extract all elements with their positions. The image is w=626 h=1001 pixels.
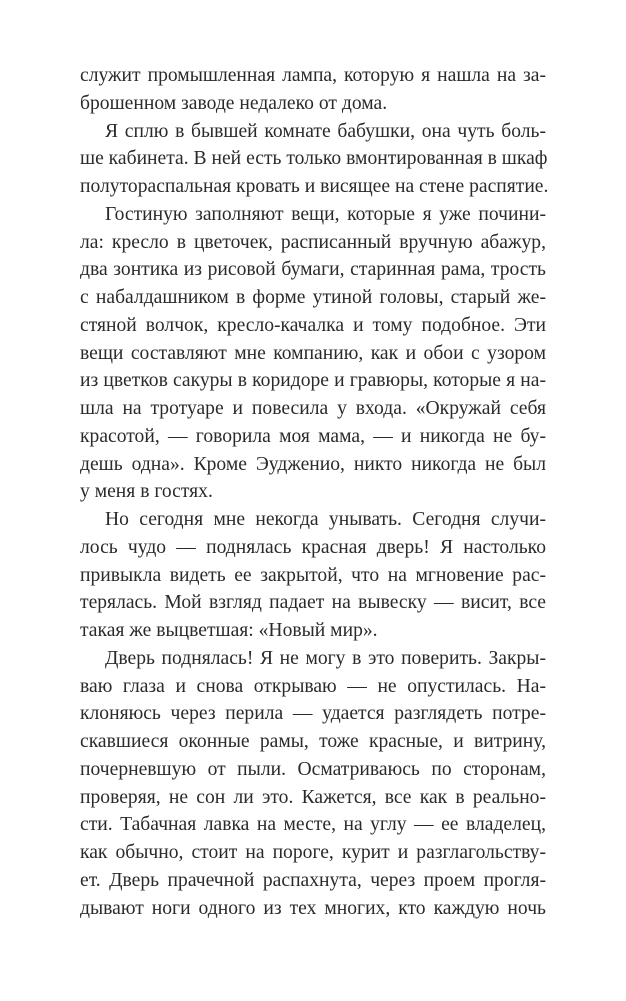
text-line: ваю глаза и снова открываю — не опустилась. На- bbox=[80, 675, 546, 697]
text-line: вещи составляют мне компанию, как и обои с узором bbox=[80, 342, 546, 364]
text-line: терялась. Мой взгляд падает на вывеску — висит, все bbox=[80, 592, 546, 614]
text-line: Но сегодня мне некогда унывать. Сегодня случи- bbox=[105, 509, 546, 530]
text-line: ше кабинета. В ней есть только вмонтированная в шкаф bbox=[80, 148, 548, 170]
text-line: ла: кресло в цветочек, расписанный вручную абажур, bbox=[80, 231, 546, 253]
text-line: такая же выцветшая: «Новый мир». bbox=[80, 620, 378, 641]
text-line: служит промышленная лампа, которую я нашла на за- bbox=[80, 65, 546, 86]
text-line: ет. Дверь прачечной распахнута, через проем прогля- bbox=[80, 869, 546, 891]
text-line: как обычно, стоит на пороге, курит и разглагольству- bbox=[80, 842, 546, 863]
book-page-body bbox=[80, 62, 549, 922]
text-line: сти. Табачная лавка на месте, на углу — ее владелец, bbox=[80, 814, 546, 836]
text-line: дывают ноги одного из тех многих, кто каждую ночь bbox=[80, 897, 546, 919]
text-line: полутораспальная кровать и висящее на стене распятие. bbox=[80, 176, 549, 197]
text-line: клоняюсь через перила — удается разглядеть потре- bbox=[80, 703, 546, 725]
text-line: проверяя, не сон ли это. Кажется, все как в реально- bbox=[80, 786, 546, 808]
text-line: дешь одна». Кроме Эудженио, никто никогда не был bbox=[80, 453, 546, 475]
text-line: красотой, — говорила моя мама, — и никогда не бу- bbox=[80, 425, 546, 447]
text-line: с набалдашником в форме утиной головы, старый же- bbox=[80, 287, 546, 308]
text-line: почерневшую от пыли. Осматриваюсь по сторонам, bbox=[80, 758, 546, 780]
text-line: Я сплю в бывшей комнате бабушки, она чуть боль- bbox=[105, 120, 546, 142]
text-line: два зонтика из рисовой бумаги, старинная рама, трость bbox=[80, 259, 546, 281]
text-line: привыкла видеть ее закрытой, что на мгновение рас- bbox=[80, 564, 546, 586]
text-line: лось чудо — поднялась красная дверь! Я настолько bbox=[80, 536, 546, 558]
text-line: у меня в гостях. bbox=[80, 481, 213, 503]
text-line: Дверь поднялась! Я не могу в это поверить. Закры- bbox=[105, 647, 546, 669]
text-line: из цветков сакуры в коридоре и гравюры, которые я на- bbox=[80, 370, 546, 392]
text-line: брошенном заводе недалеко от дома. bbox=[80, 92, 388, 114]
text-line: стяной волчок, кресло-качалка и тому подобное. Эти bbox=[80, 314, 546, 336]
text-line: Гостиную заполняют вещи, которые я уже почини- bbox=[105, 203, 546, 225]
text-line: шла на тротуаре и повесила у входа. «Окружай себя bbox=[80, 398, 546, 419]
text-line: скавшиеся оконные рамы, тоже красные, и витрину, bbox=[80, 731, 546, 752]
